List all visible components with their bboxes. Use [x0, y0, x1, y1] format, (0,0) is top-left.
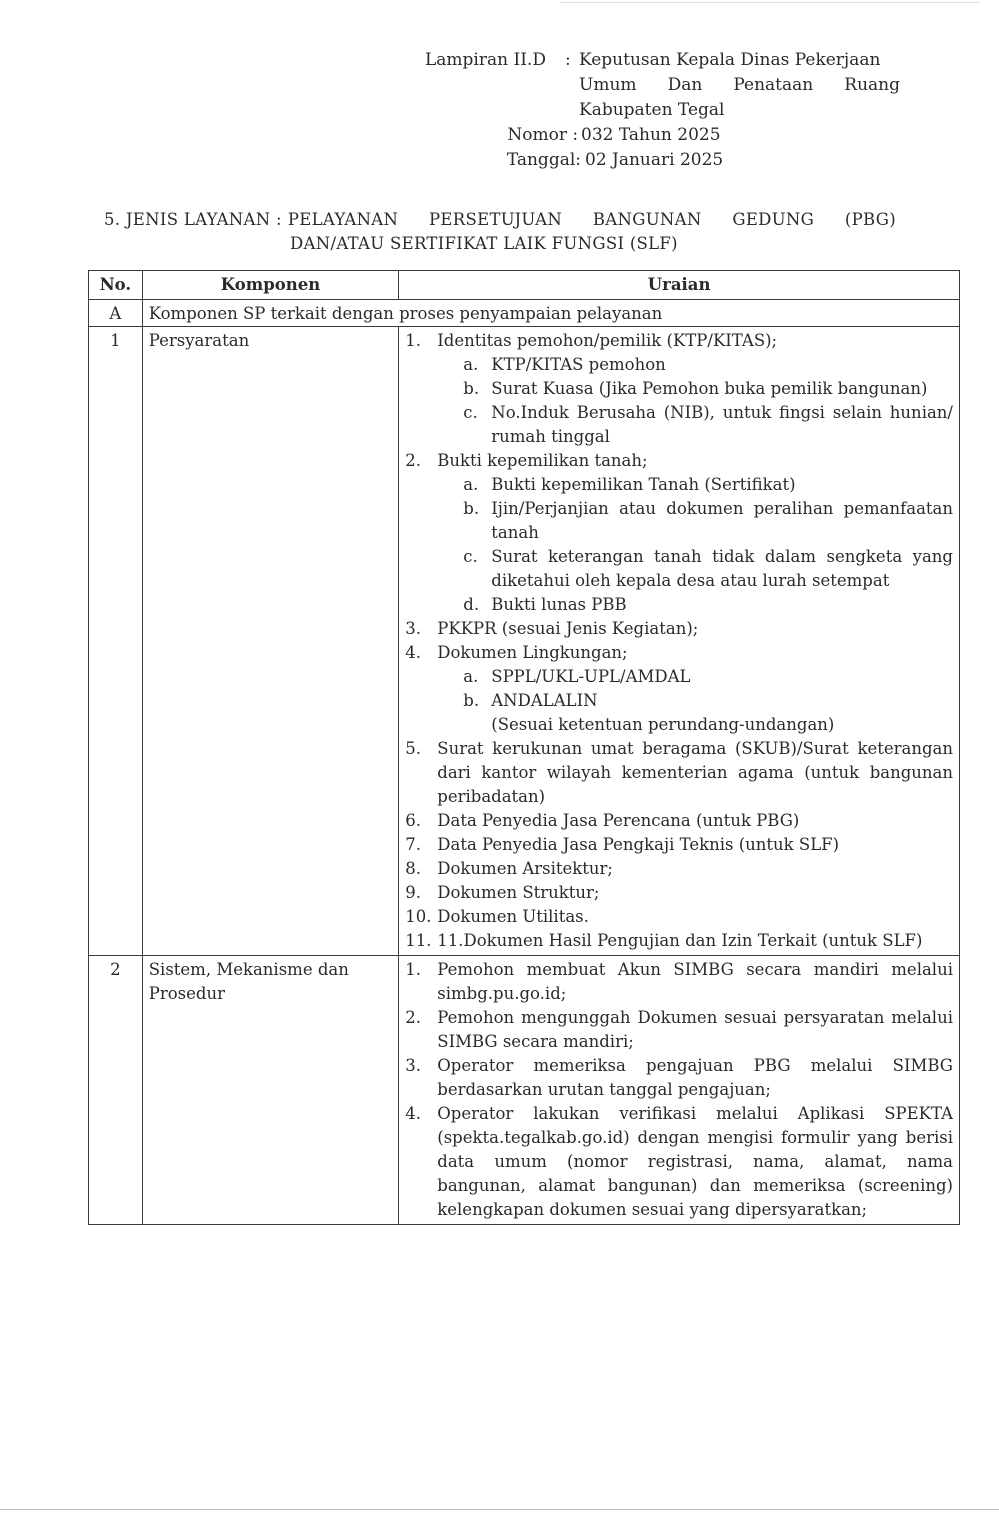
scan-edge-top — [560, 2, 980, 3]
regulation-note: (Sesuai ketentuan perundang-undangan) — [491, 715, 835, 734]
list-item: 3. Operator memeriksa pengajuan PBG melalui SIMBG berdasarkan urutan tanggal pengajuan; — [405, 1056, 953, 1099]
service-title-line-1: PELAYANAN PERSETUJUAN BANGUNAN GEDUNG (PBG) — [287, 210, 896, 229]
tanggal-label: Tanggal: — [506, 150, 581, 170]
nomor-label: Nomor — [507, 125, 567, 145]
list-item: 6. Data Penyedia Jasa Perencana (untuk PBG) — [405, 811, 800, 830]
sub-item: a. SPPL/UKL-UPL/AMDAL — [463, 667, 691, 686]
sub-item: b. Ijin/Perjanjian atau dokumen peralihan pemanfaatan tanah — [463, 499, 953, 542]
sub-list — [437, 473, 953, 617]
row-1-uraian — [399, 327, 960, 956]
section-row-a — [89, 300, 960, 327]
lampiran-line-1: Keputusan Kepala Dinas Pekerjaan — [579, 50, 881, 70]
sub-item: a. KTP/KITAS pemohon — [463, 355, 666, 374]
sub-item: c. No.Induk Berusaha (NIB), untuk fingsi selain hunian/ rumah tinggal — [463, 403, 953, 446]
row-2-komponen: Sistem, Mekanisme dan Prosedur — [142, 956, 399, 1225]
list-item: 10. Dokumen Utilitas. — [405, 907, 589, 926]
list-item: 8. Dokumen Arsitektur; — [405, 859, 613, 878]
section-a-text: Komponen SP terkait dengan proses penyampaian pelayanan — [142, 300, 959, 327]
attachment-header: Lampiran II.D : Keputusan Kepala Dinas Pekerjaan Umum Dan Penataan Ruang Kabupaten Tegal Nomor : 032 Tahun 2025 Tanggal: 02 Januari 2025 — [425, 48, 900, 173]
requirements-list — [405, 329, 953, 953]
list-item: 11. 11.Dokumen Hasil Pengujian dan Izin Terkait (untuk SLF) — [405, 931, 923, 950]
lampiran-label: Lampiran II.D — [425, 50, 546, 70]
sub-item: b. Surat Kuasa (Jika Pemohon buka pemilik bangunan) — [463, 379, 928, 398]
nomor-value: 032 Tahun 2025 — [581, 125, 721, 145]
list-item: 9. Dokumen Struktur; — [405, 883, 600, 902]
service-title — [104, 208, 896, 256]
row-2-no: 2 — [89, 956, 143, 1225]
table-row — [89, 956, 960, 1225]
lampiran-line-2: Umum Dan Penataan Ruang — [579, 75, 900, 95]
table-row — [89, 327, 960, 956]
list-item: 2. Bukti kepemilikan tanah; a. Bukti kepemilikan Tanah (Sertifikat) b. Ijin/Perjanjian atau dokumen peralihan pemanfaatan tanah c. Surat keterangan tanah tidak dalam sengketa yang diketahui oleh kepala desa atau lurah setempat d. Bukti lunas PBB — [405, 449, 953, 617]
header-no: No. — [89, 271, 143, 300]
tanggal-value: 02 Januari 2025 — [585, 150, 724, 170]
list-item: 1. Pemohon membuat Akun SIMBG secara mandiri melalui simbg.pu.go.id; — [405, 960, 953, 1003]
list-item: 3. PKKPR (sesuai Jenis Kegiatan); — [405, 619, 699, 638]
sub-item: c. Surat keterangan tanah tidak dalam sengketa yang diketahui oleh kepala desa atau lurah setempat — [463, 547, 953, 590]
section-a-no: A — [89, 300, 143, 327]
header-komponen: Komponen — [142, 271, 399, 300]
list-item: 2. Pemohon mengunggah Dokumen sesuai persyaratan melalui SIMBG secara mandiri; — [405, 1008, 953, 1051]
lampiran-line-3: Kabupaten Tegal — [579, 100, 725, 120]
list-item: 1. Identitas pemohon/pemilik (KTP/KITAS); a. KTP/KITAS pemohon b. Surat Kuasa (Jika Pemohon buka pemilik bangunan) c. No.Induk Berusaha (NIB), untuk fingsi selain hunian/ rumah tinggal — [405, 329, 953, 449]
sub-list — [437, 665, 953, 713]
row-2-uraian — [399, 956, 960, 1225]
list-item: 7. Data Penyedia Jasa Pengkaji Teknis (untuk SLF) — [405, 835, 840, 854]
service-title-line-2: DAN/ATAU SERTIFIKAT LAIK FUNGSI (SLF) — [290, 234, 678, 253]
sub-item: a. Bukti kepemilikan Tanah (Sertifikat) — [463, 475, 796, 494]
header-uraian: Uraian — [399, 271, 960, 300]
list-item: 4. Operator lakukan verifikasi melalui Aplikasi SPEKTA (spekta.tegalkab.go.id) dengan mengisi formulir yang berisi data umum (nomor registrasi, nama, alamat, nama bangunan, alamat bangunan) dan memeriksa (screening) kelengkapan dokumen sesuai yang dipersyaratkan; — [405, 1104, 953, 1219]
sub-list — [437, 353, 953, 449]
list-item: 4. Dokumen Lingkungan; a. SPPL/UKL-UPL/AMDAL b. ANDALALIN (Sesuai ketentuan perundang-undangan) — [405, 641, 953, 737]
service-table — [88, 270, 960, 1225]
list-item: 5. Surat kerukunan umat beragama (SKUB)/Surat keterangan dari kantor wilayah kementerian agama (untuk bangunan peribadatan) — [405, 739, 953, 806]
procedure-list — [405, 958, 953, 1222]
table-header-row — [89, 271, 960, 300]
sub-item: b. ANDALALIN — [463, 691, 598, 710]
scan-edge-bottom — [0, 1509, 999, 1510]
row-1-komponen: Persyaratan — [142, 327, 399, 956]
sub-item: d. Bukti lunas PBB — [463, 595, 627, 614]
service-prefix: 5. JENIS LAYANAN : — [104, 210, 282, 229]
row-1-no: 1 — [89, 327, 143, 956]
